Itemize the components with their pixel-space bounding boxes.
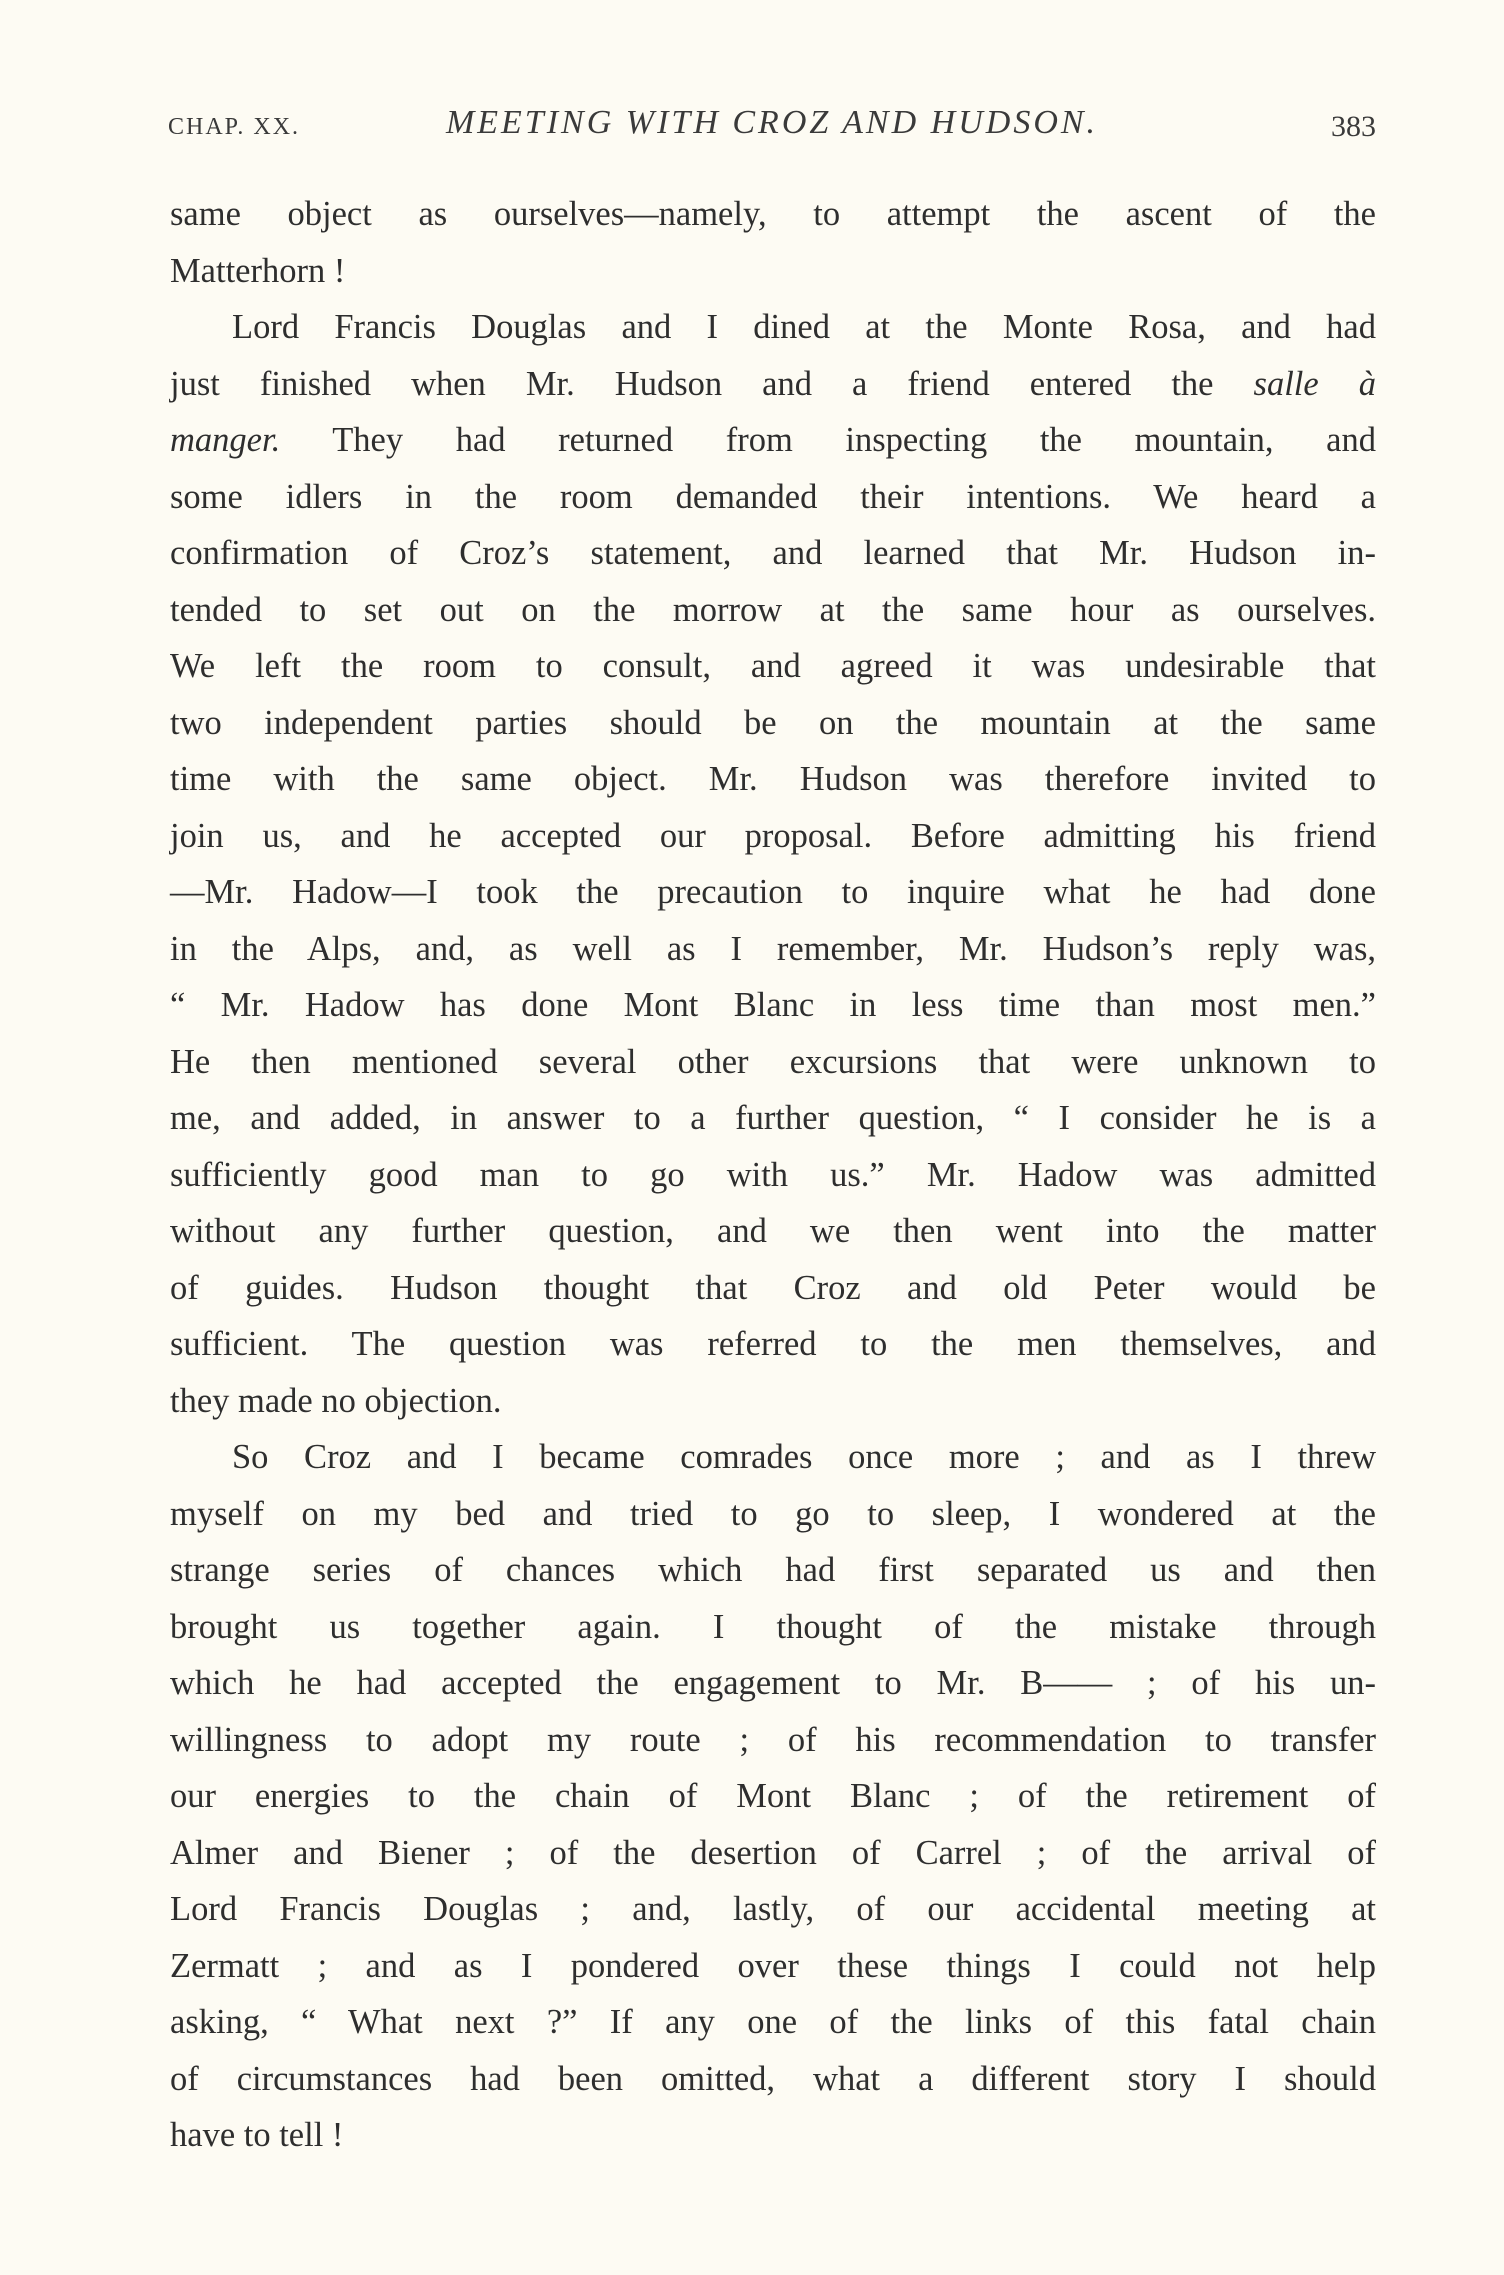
text-line: sufficiently good man to go with us.” Mr. Hadow was admitted [170,1155,1376,1194]
text-line: confirmation of Croz’s statement, and learned that Mr. Hudson in- [170,534,1376,572]
text-line: same object as ourselves—namely, to attempt the ascent of the [170,195,1376,233]
text-line: have to tell ! [170,2116,344,2154]
text-line: We left the room to consult, and agreed it was undesirable that [170,647,1376,685]
text-line: strange series of chances which had first separated us and then [170,1551,1376,1589]
italic-phrase: manger. [170,421,281,459]
text-line: time with the same object. Mr. Hudson was therefore invited to [170,760,1376,798]
text-line: join us, and he accepted our proposal. Before admitting his friend [170,816,1376,855]
text-line: two independent parties should be on the mountain at the same [170,703,1376,742]
text-line: our energies to the chain of Mont Blanc ; of the retirement of [170,1777,1376,1815]
text-line: Almer and Biener ; of the desertion of Carrel ; of the arrival of [170,1833,1376,1872]
text-line: He then mentioned several other excursions that were unknown to [170,1042,1376,1081]
text-line: tended to set out on the morrow at the same hour as ourselves. [170,590,1376,629]
italic-phrase: salle à [1253,364,1376,403]
chapter-label: CHAP. XX. [168,114,301,140]
page-number: 383 [1331,110,1376,143]
text-line: they made no objection. [170,1381,502,1420]
text-line: which he had accepted the engagement to Mr. B—— ; of his un- [170,1664,1376,1702]
text-line: Zermatt ; and as I pondered over these things I could not help [170,1946,1376,1985]
text-line: asking, “ What next ?” If any one of the links of this fatal chain [170,2003,1376,2041]
text-line: Lord Francis Douglas and I dined at the Monte Rosa, and had [232,308,1376,346]
text-line: sufficient. The question was referred to the men themselves, and [170,1325,1376,1363]
text-line [170,412,1376,469]
text-line: Matterhorn ! [170,251,346,290]
text-line: —Mr. Hadow—I took the precaution to inquire what he had done [170,873,1376,911]
text-line: myself on my bed and tried to go to sleep, I wondered at the [170,1494,1376,1533]
text-run: just finished when Mr. Hudson and a friend entered the [170,364,1254,403]
text-line: in the Alps, and, as well as I remember, Mr. Hudson’s reply was, [170,929,1376,968]
text-line: “ Mr. Hadow has done Mont Blanc in less time than most men.” [170,986,1376,1024]
text-line: So Croz and I became comrades once more ; and as I threw [232,1438,1376,1476]
text-line: me, and added, in answer to a further question, “ I consider he is a [170,1099,1376,1137]
text-line: some idlers in the room demanded their intentions. We heard a [170,477,1376,516]
running-head [168,104,1376,154]
text-line: brought us together again. I thought of the mistake through [170,1607,1376,1646]
text-line: without any further question, and we then went into the matter [170,1212,1376,1250]
text-line [170,356,1376,413]
page-title: MEETING WITH CROZ AND HUDSON. [445,104,1099,141]
text-line: of circumstances had been omitted, what a different story I should [170,2059,1376,2098]
body-text [170,186,1376,2164]
text-line: of guides. Hudson thought that Croz and old Peter would be [170,1268,1376,1307]
text-line: willingness to adopt my route ; of his recommendation to transfer [170,1720,1376,1759]
text-line: Lord Francis Douglas ; and, lastly, of our accidental meeting at [170,1890,1376,1928]
text-run: They had returned from inspecting the mountain, and [280,421,1376,459]
